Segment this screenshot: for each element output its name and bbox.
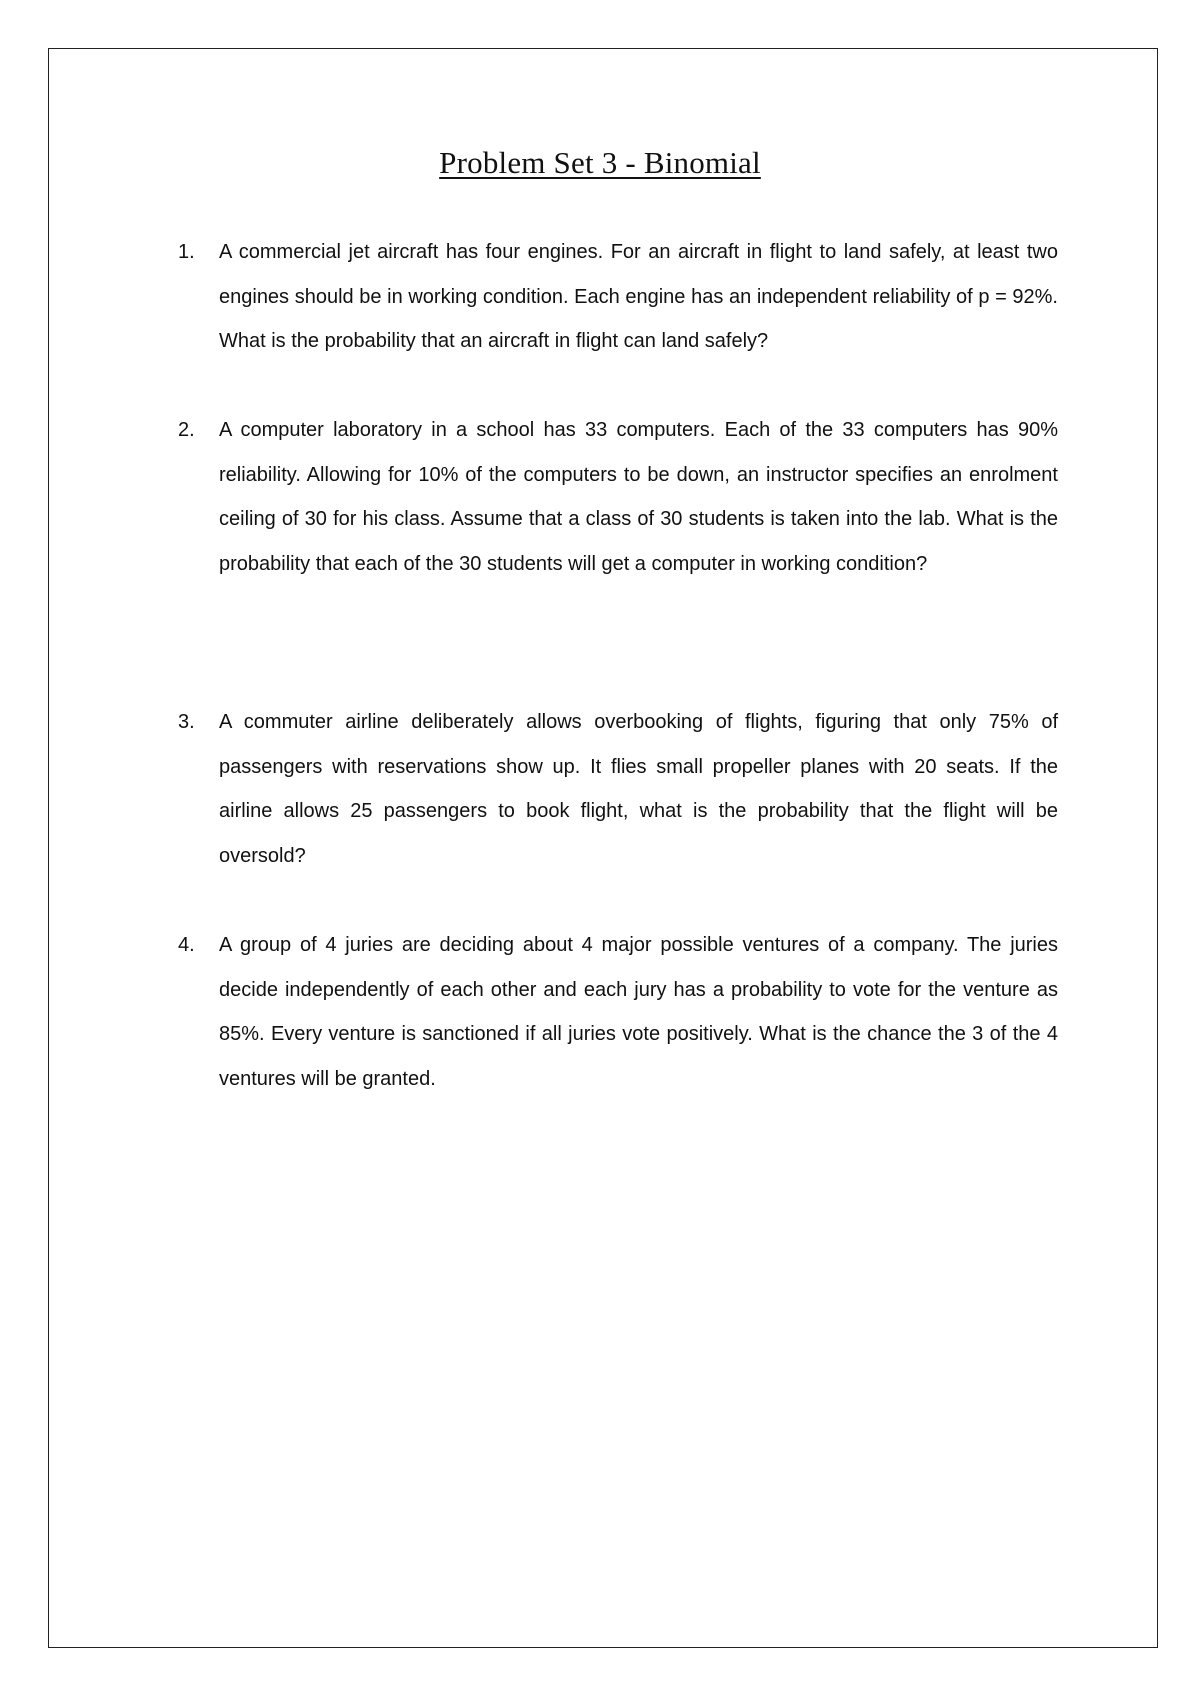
problem-item [178,700,1058,878]
problem-text: A commercial jet aircraft has four engines. For an aircraft in flight to land safely, at least two engines should be in working condition. Each engine has an independent reliability of p = 92%. What is the probability that an aircraft in flight can land safely? [219,241,1058,352]
problem-number: 3. [178,711,195,733]
problem-number: 2. [178,419,195,441]
problem-text: A computer laboratory in a school has 33 computers. Each of the 33 computers has 90% reliability. Allowing for 10% of the computers to be down, an instructor specifies an enrolment ceiling of 30 for his class. Assume that a class of 30 students is taken into the lab. What is the probability that each of the 30 students will get a computer in working condition? [219,419,1058,575]
problem-number: 1. [178,241,195,263]
problem-item [178,230,1058,364]
problem-item [178,408,1058,586]
problem-number: 4. [178,934,195,956]
page-title: Problem Set 3 - Binomial [439,145,761,180]
problem-text: A commuter airline deliberately allows overbooking of flights, figuring that only 75% of passengers with reservations show up. It flies small propeller planes with 20 seats. If the airline allows 25 passengers to book flight, what is the probability that the flight will be oversold? [219,711,1058,867]
problem-text: A group of 4 juries are deciding about 4 major possible ventures of a company. The juries decide independently of each other and each jury has a probability to vote for the venture as 85%. Every venture is sanctioned if all juries vote positively. What is the chance the 3 of the 4 ventures will be granted. [219,934,1058,1090]
problem-item [178,923,1058,1101]
